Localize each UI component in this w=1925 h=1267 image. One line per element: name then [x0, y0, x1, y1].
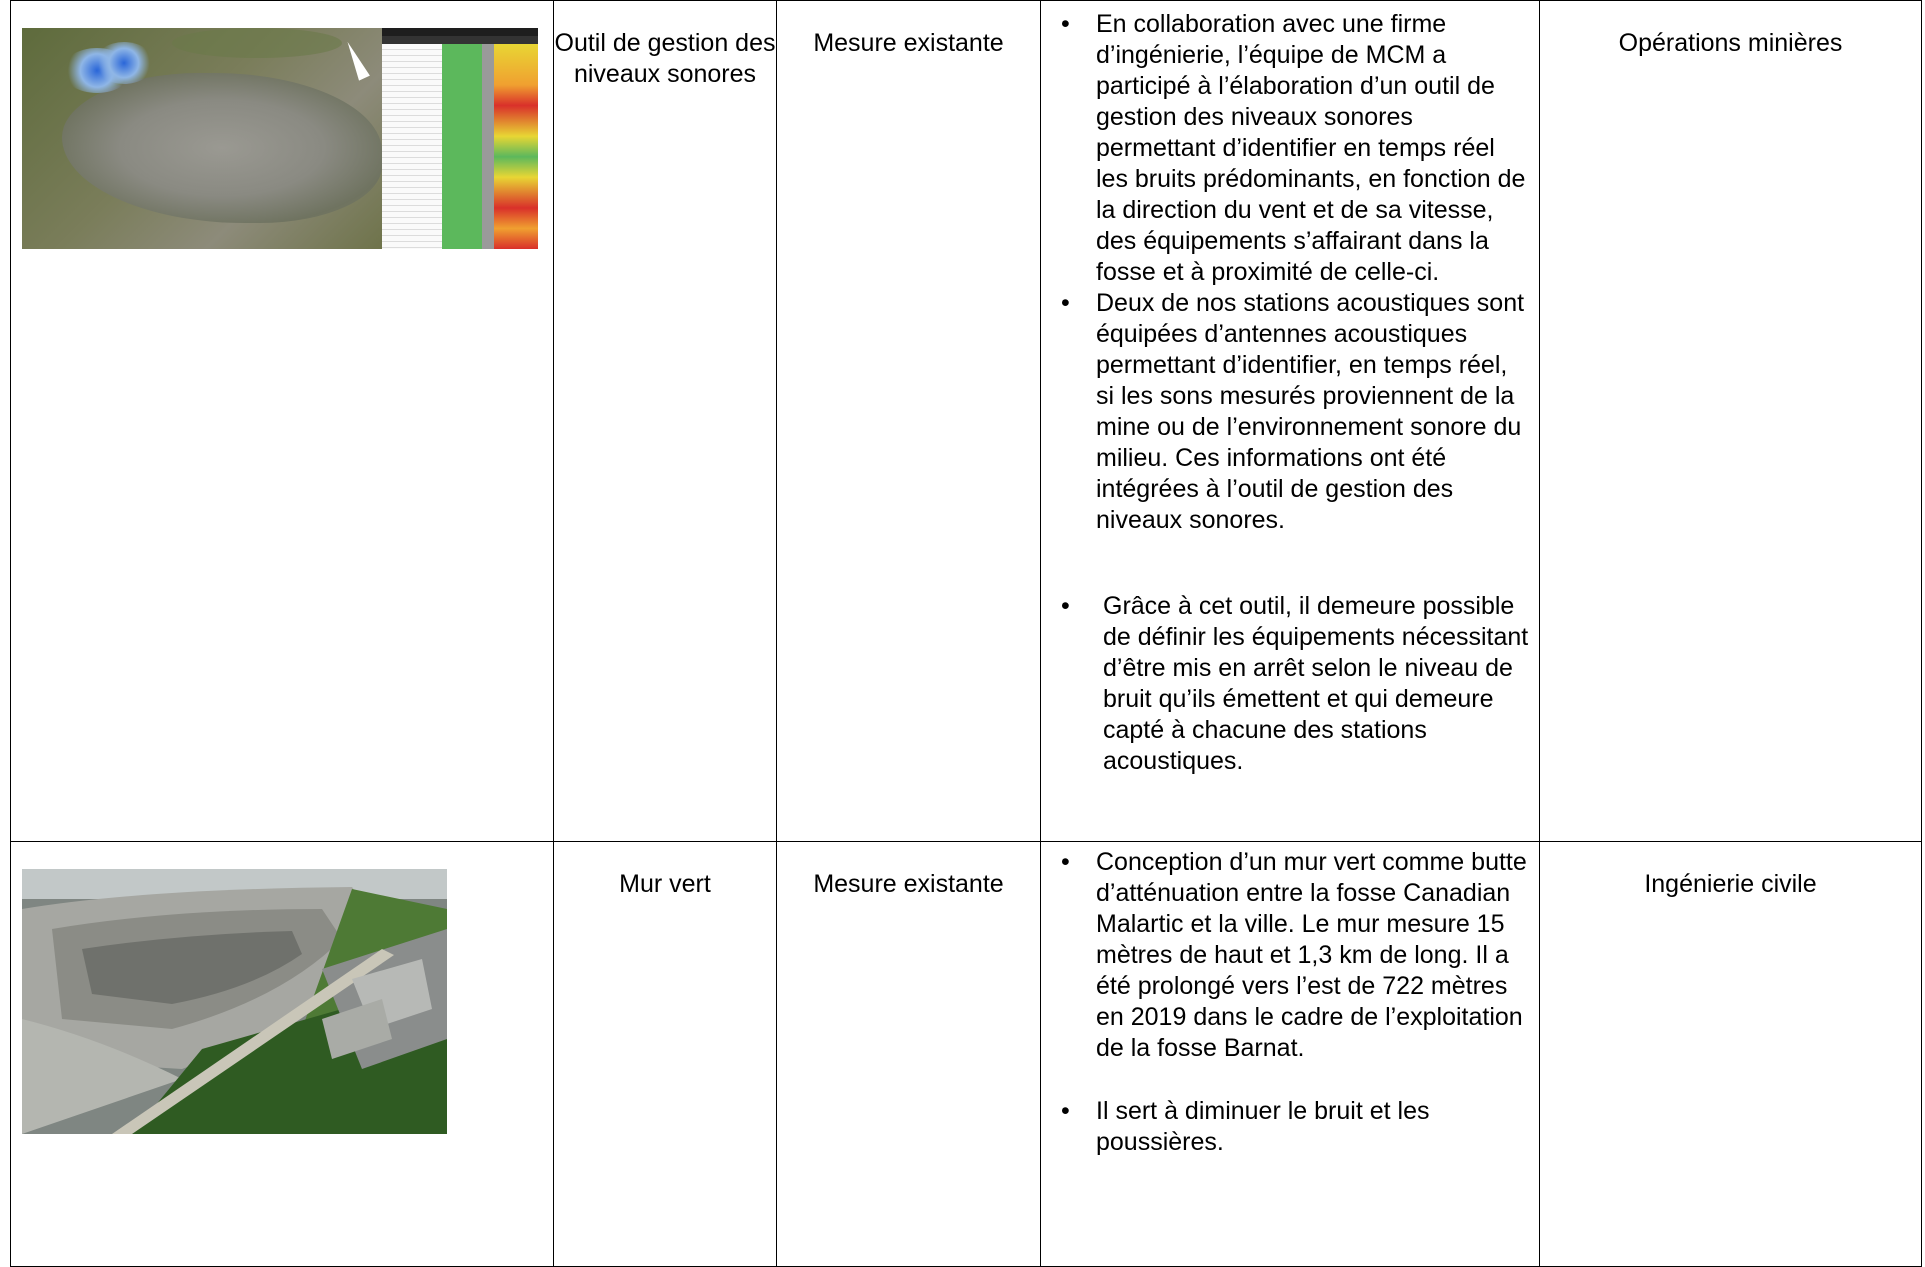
vegetation-area [172, 28, 342, 58]
bullet-icon: • [1061, 848, 1070, 876]
measure-status: Mesure existante [813, 29, 1004, 57]
measure-status-cell [777, 1, 1041, 842]
bullet-icon: • [1061, 592, 1070, 620]
department-cell [1540, 1, 1922, 842]
measures-table [10, 0, 1922, 1267]
pit-area [62, 73, 382, 223]
image-cell [11, 1, 554, 842]
table-row [11, 842, 1922, 1267]
department: Ingénierie civile [1644, 870, 1817, 898]
bullet-text: Grâce à cet outil, il demeure possible de définir les équipements nécessitant d’être mis en arrêt selon le niveau de bruit qu’ils émettent et qui demeure capté à chacune des stations acoustiques. [1103, 592, 1529, 775]
equipment-status-panel [382, 28, 538, 249]
measure-name-cell [554, 842, 777, 1267]
bullet-text: Conception d’un mur vert comme butte d’atténuation entre la fosse Canadian Malartic et la ville. Le mur mesure 15 mètres de haut et 1,3 km de long. Il a été prolongé vers l’est de 722 mètres en 2019 dans le cadre de l’exploitation de la fosse Barnat. [1096, 848, 1527, 1062]
list-item [1041, 1096, 1529, 1158]
measure-name: Outil de gestion des niveaux sonores [554, 29, 776, 88]
measure-status: Mesure existante [813, 870, 1004, 898]
list-item [1041, 9, 1529, 288]
list-item [1041, 591, 1529, 777]
bullet-text: Il sert à diminuer le bruit et les poussières. [1096, 1097, 1430, 1156]
image-cell [11, 842, 554, 1267]
measure-name-cell [554, 1, 777, 842]
table-row [11, 1, 1922, 842]
bullet-text: En collaboration avec une firme d’ingénierie, l’équipe de MCM a participé à l’élaboration d’un outil de gestion des niveaux sonores permettant d’identifier en temps réel les bruits prédominants, en fonction de la direction du vent et de sa vitesse, des équipements s’affairant dans la fosse et à proximité de celle-ci. [1096, 10, 1526, 286]
description-cell [1041, 842, 1540, 1267]
bullet-icon: • [1061, 1097, 1070, 1125]
green-wall-aerial-photo [22, 869, 447, 1134]
description-cell [1041, 1, 1540, 842]
list-item [1041, 288, 1529, 536]
department-cell [1540, 842, 1922, 1267]
noise-tool-map-image [22, 28, 538, 249]
bullet-text: Deux de nos stations acoustiques sont équipées d’antennes acoustiques permettant d’identifier, en temps réel, si les sons mesurés proviennent de la mine ou de l’environnement sonore du milieu. Ces informations ont été intégrées à l’outil de gestion des niveaux sonores. [1096, 289, 1525, 534]
noise-station-marker [94, 42, 154, 84]
bullet-icon: • [1061, 10, 1070, 38]
spacer [1041, 536, 1529, 591]
list-item [1041, 847, 1529, 1064]
bullet-icon: • [1061, 289, 1070, 317]
measure-name: Mur vert [619, 870, 711, 898]
measure-status-cell [777, 842, 1041, 1267]
north-arrow-icon [342, 39, 370, 80]
spacer [1041, 1064, 1529, 1096]
department: Opérations minières [1618, 29, 1843, 57]
